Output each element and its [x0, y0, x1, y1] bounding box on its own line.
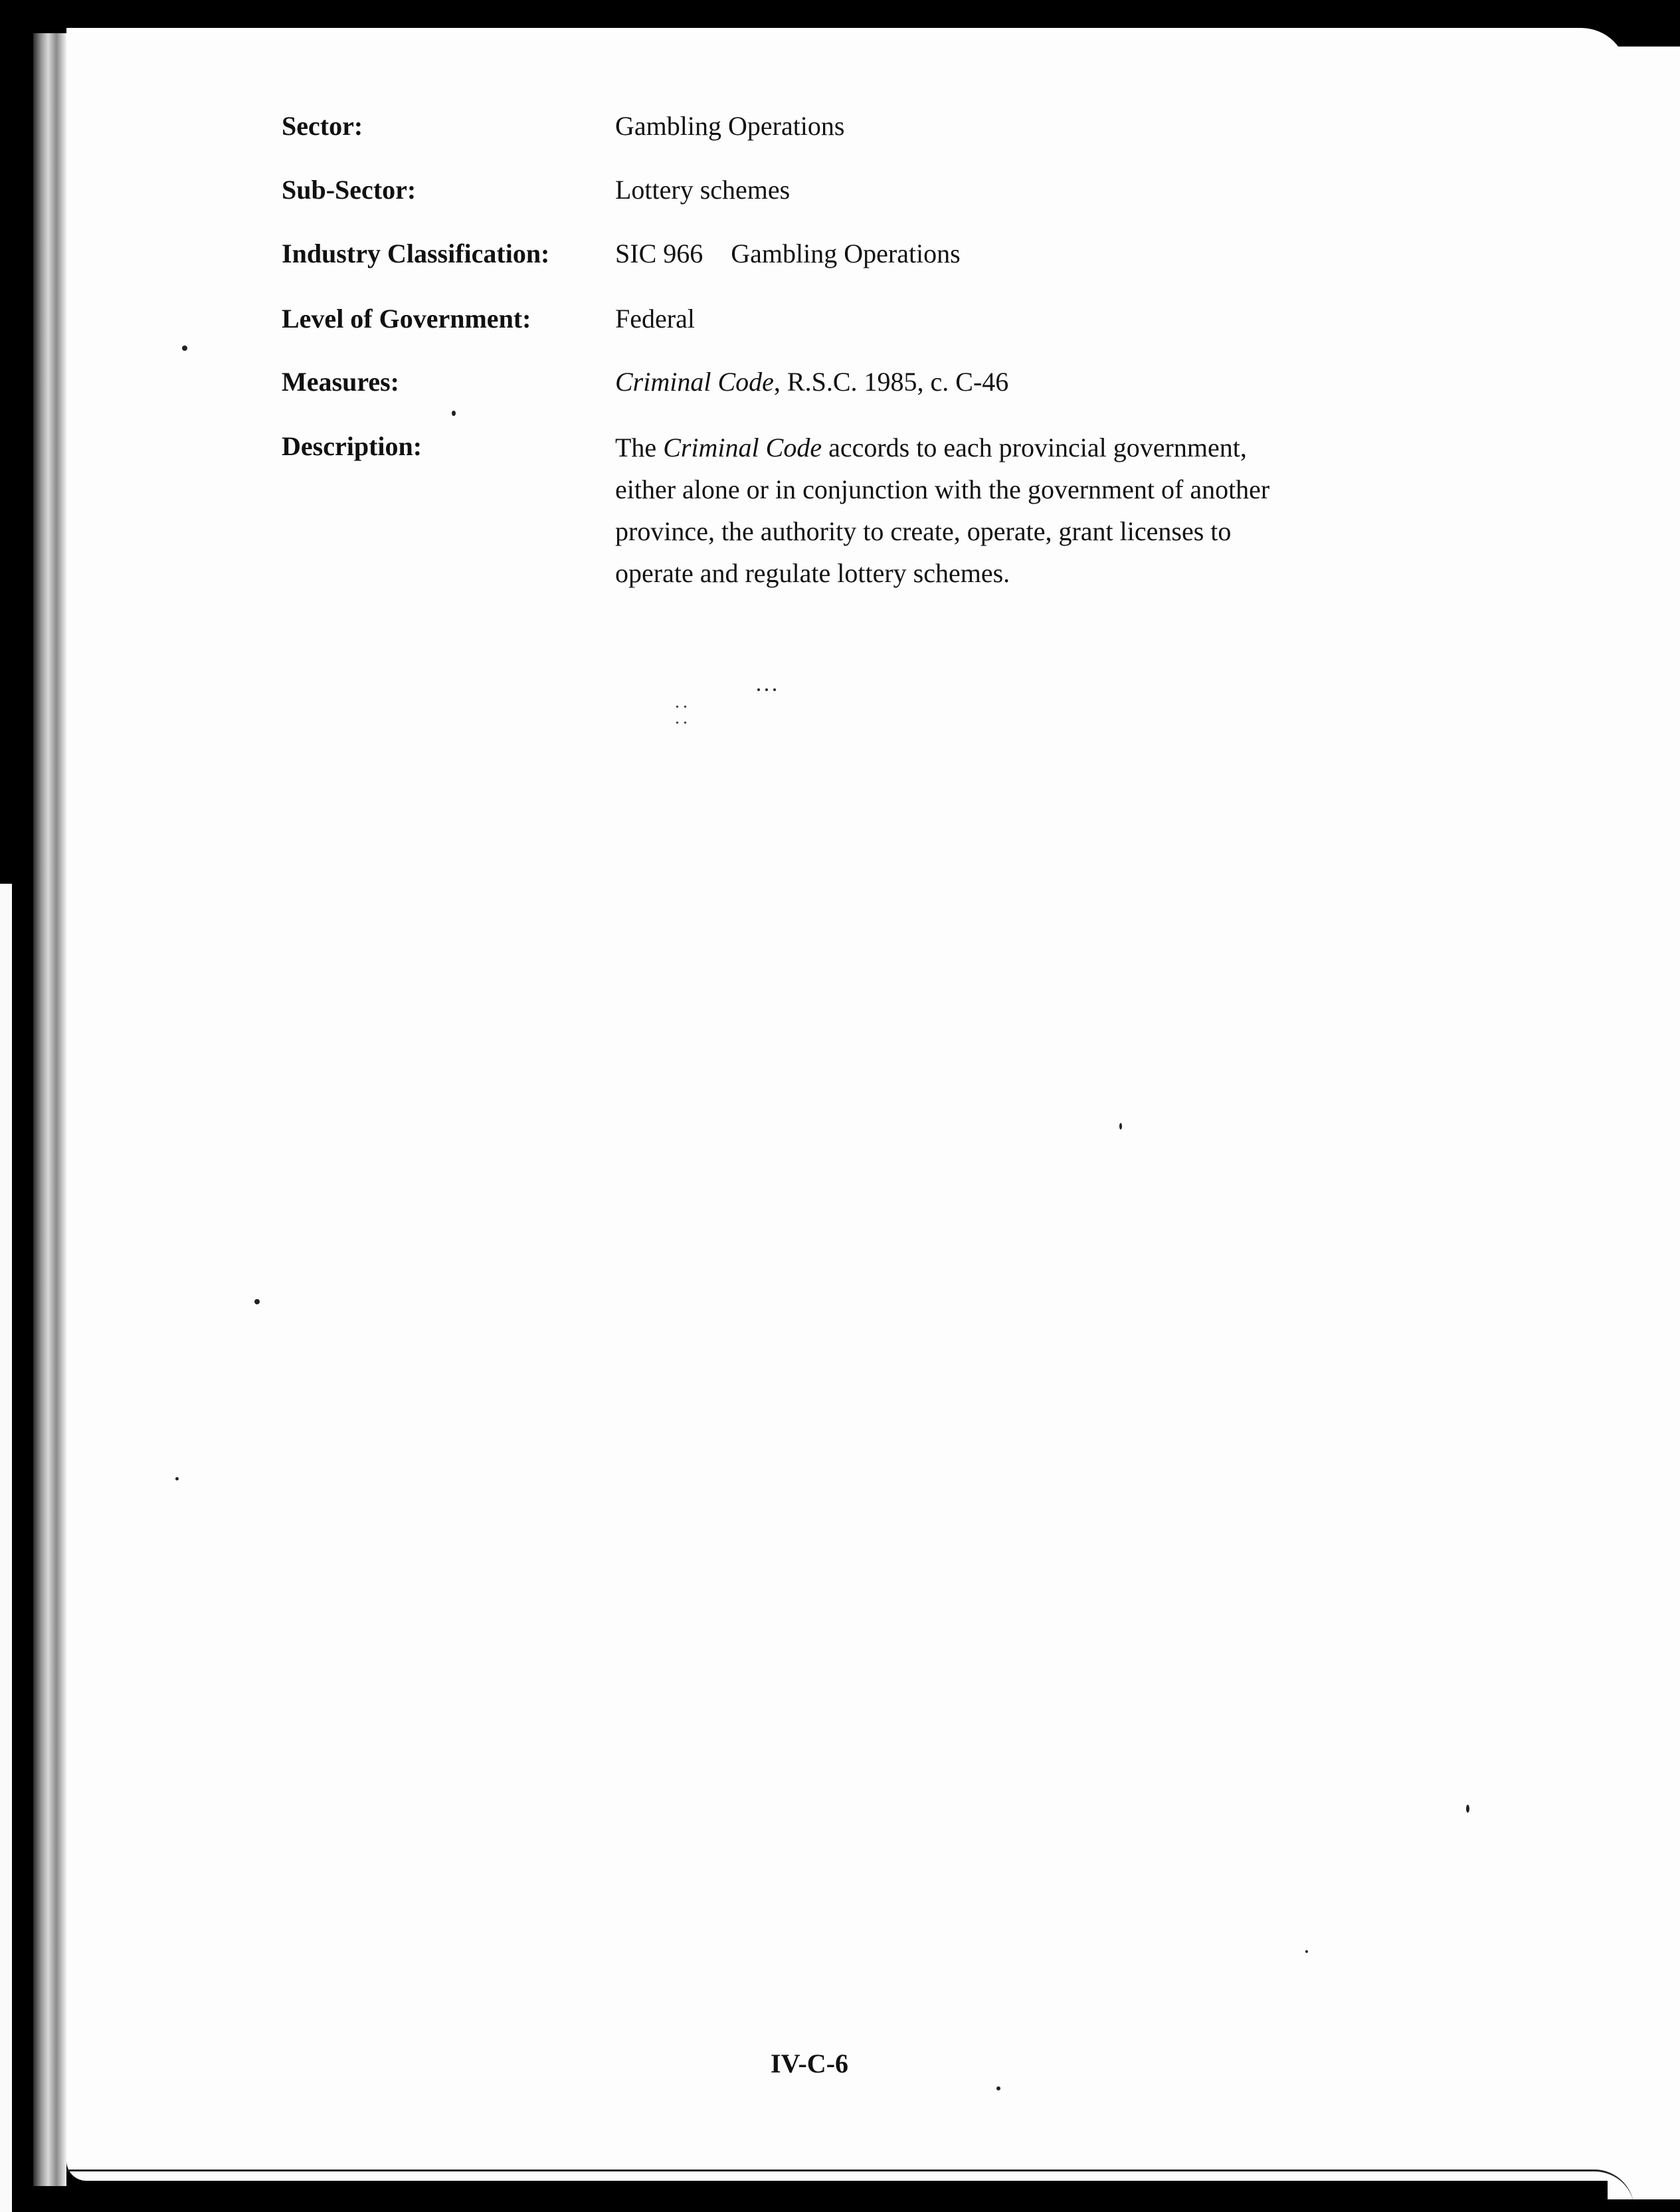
measures-citation: , R.S.C. 1985, c. C-46 — [773, 367, 1009, 397]
sub-sector-value: Lottery schemes — [615, 175, 791, 205]
scan-speck — [175, 1477, 179, 1480]
description-text-start: The — [615, 433, 664, 462]
scan-speck — [684, 706, 686, 708]
scan-left-strip — [0, 884, 12, 2212]
description-text-rest: accords to each provincial government, either alone or in conjunction with the government of another province, the authority to create, operate, grant licenses to operate and regulate lottery schemes. — [615, 433, 1270, 588]
scan-speck — [684, 722, 686, 724]
scan-speck — [676, 722, 678, 724]
industry-classification-label: Industry Classification: — [282, 239, 550, 268]
description-label: Description: — [282, 431, 422, 461]
sector-label: Sector: — [282, 111, 363, 141]
binding-edge — [33, 33, 66, 2186]
scan-speck — [996, 2086, 1000, 2090]
page-number: IV-C-6 — [771, 2049, 849, 2078]
measures-value — [615, 369, 1008, 395]
measures-label: Measures: — [282, 367, 399, 397]
scan-speck — [765, 688, 768, 691]
scan-speck — [1119, 1123, 1122, 1130]
scan-speck — [1305, 1950, 1308, 1953]
scan-speck — [1466, 1805, 1469, 1813]
scan-speck — [452, 411, 456, 416]
sub-sector-label: Sub-Sector: — [282, 175, 417, 205]
scan-speck — [676, 706, 678, 708]
description-text — [615, 427, 1306, 594]
industry-classification-value — [615, 241, 961, 267]
description-act-name: Criminal Code — [663, 433, 822, 462]
scan-speck — [773, 688, 776, 691]
sic-code: SIC 966 — [615, 239, 703, 268]
document-page — [66, 28, 1628, 2181]
scan-speck — [757, 688, 760, 691]
scan-speck — [182, 346, 187, 351]
sector-value: Gambling Operations — [615, 111, 845, 141]
level-of-government-label: Level of Government: — [282, 304, 531, 334]
page-bottom-edge — [66, 2169, 1634, 2212]
sic-description: Gambling Operations — [731, 239, 961, 268]
level-of-government-value: Federal — [615, 304, 695, 334]
measures-act-name: Criminal Code — [615, 367, 774, 397]
scan-speck — [254, 1299, 260, 1304]
